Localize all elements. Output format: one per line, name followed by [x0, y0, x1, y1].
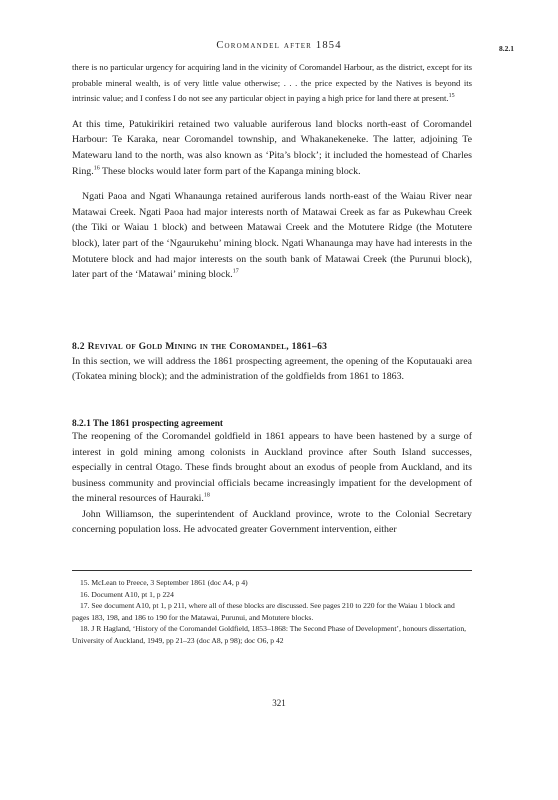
page-number: 321 — [272, 698, 286, 708]
footnote: 15. McLean to Preece, 3 September 1861 (doc A4, p 4) — [80, 578, 248, 587]
section-intro: In this section, we will address the 1861 prospecting agreement, the opening of the Koputauaki area (Tokatea mining block); and the administration of the goldfields from 1861 to 1863. — [72, 355, 472, 383]
paragraph: John Williamson, the superintendent of Auckland province, wrote to the Colonial Secretary concerning population loss. He advocated greater Government intervention, either — [72, 508, 472, 536]
section-heading: 8.2 Revival of Gold Mining in the Coromandel, 1861–63 — [72, 340, 328, 352]
footnote: 17. See document A10, pt 1, p 211, where all of these blocks are discussed. See pages 210 to 220 for the Waiau 1 block and pages 183, 198, and 186 to 190 for the Matawai, Purunui, and Motutere blocks. — [72, 601, 455, 622]
paragraph — [72, 117, 472, 179]
running-title: Coromandel after 1854 — [216, 40, 342, 51]
footnote-marker: 17 — [232, 268, 239, 275]
subsection-heading: 8.2.1 The 1861 prospecting agreement — [72, 418, 224, 429]
footnote-marker: 15 — [448, 93, 455, 100]
paragraph-text: Ngati Paoa and Ngati Whanaunga retained auriferous lands north-east of the Waiau River near Matawai Creek. Ngati Paoa had major interests north of Matawai Creek as far as Pukewhau Creek (the Tiki or Waiau 1 block) and between Matawai Creek and the Motutere Ridge (the Motutere block), later part of the ‘Ngaurukehu’ mining block. Ngati Whanaunga may have had interests in the Motutere block and had major interests on the south bank of Matawai Creek (the Purunui block), later part of the ‘Matawai’ mining block. — [72, 191, 472, 281]
body-text — [72, 60, 472, 538]
footnote-divider — [72, 570, 472, 571]
footnote-marker: 18 — [203, 492, 210, 499]
footnote-marker: 16 — [93, 165, 100, 172]
paragraph — [72, 429, 472, 507]
paragraph — [72, 189, 472, 283]
paragraph-tail: These blocks would later form part of the Kapanga mining block. — [99, 165, 361, 177]
footnote: 18. J R Hagland, ‘History of the Coromandel Goldfield, 1853–1868: The Second Phase of Development’, honours dissertation, University of Auckland, 1949, pp 21–23 (doc A8, p 98); doc O6, p 42 — [72, 624, 467, 645]
paragraph-text: At this time, Patukirikiri retained two valuable auriferous land blocks north-east of Coromandel Harbour: Te Karaka, near Coromandel township, and Whakanekeneke. The latter, adjoining Te Matewaru land to the north, was also known as ‘Pita’s block’; it included the homestead of Charles Ring. — [72, 118, 472, 177]
running-head — [0, 40, 558, 51]
footnote: 16. Document A10, pt 1, p 224 — [80, 589, 174, 599]
footnotes — [72, 577, 472, 647]
block-quote-text: there is no particular urgency for acquiring land in the vicinity of Coromandel Harbour, as the district, except for its probable mineral wealth, is of very little value otherwise; . . . the price expected by the Natives is beyond its intrinsic value; and I confess I do not see any particular object in paying a high price for land there at present. — [72, 62, 472, 104]
section-reference: 8.2.1 — [499, 44, 514, 53]
paragraph-text: The reopening of the Coromandel goldfield in 1861 appears to have been hastened by a surge of interest in gold mining among colonists in Auckland province after South Island successes, especially in central Otago. These finds brought about an exodus of people from Auckland, and its business community and provincial officials became increasingly impatient for the development of the mineral resources of Hauraki. — [72, 430, 472, 505]
block-quote — [72, 60, 472, 107]
